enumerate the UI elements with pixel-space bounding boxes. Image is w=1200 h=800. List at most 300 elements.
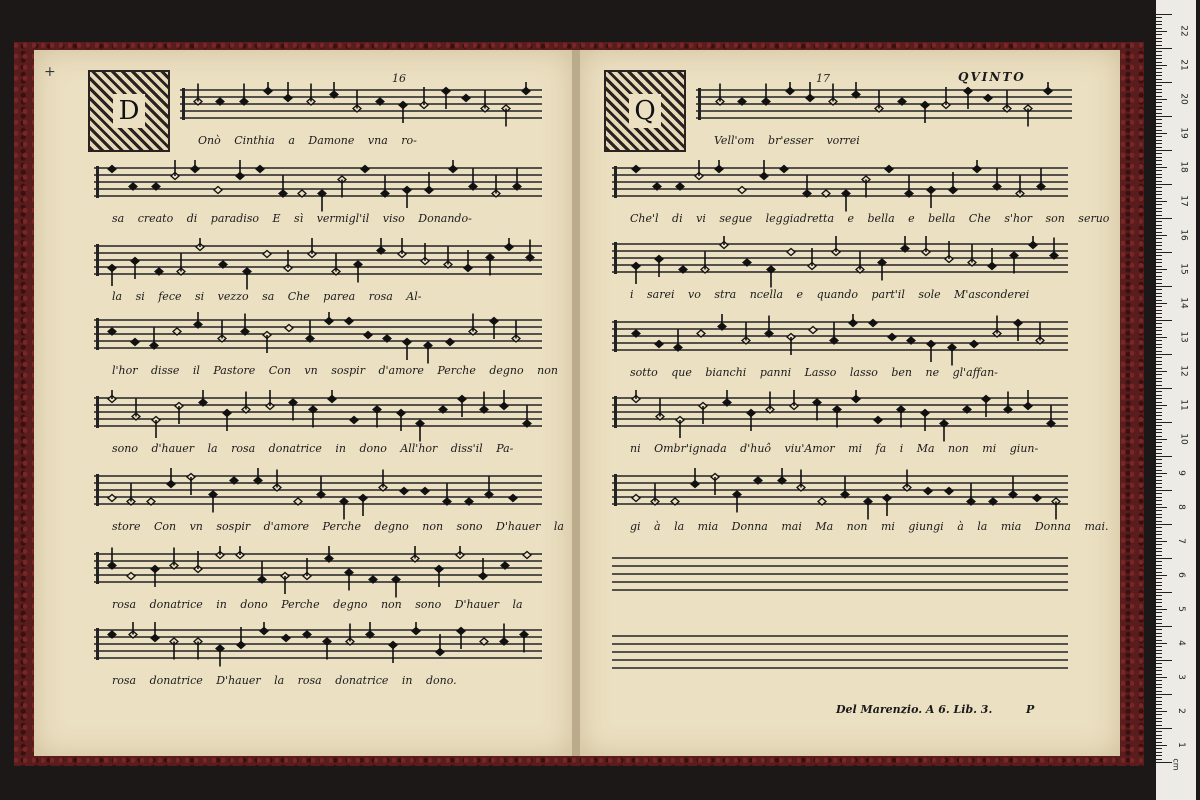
ruler-tick (1156, 313, 1162, 314)
ruler-number: 1 (1175, 742, 1186, 748)
ruler-tick (1156, 289, 1162, 290)
ruler-tick (1156, 500, 1162, 501)
ruler-tick (1156, 323, 1162, 324)
ruler-tick (1156, 459, 1162, 460)
ruler-tick (1156, 694, 1172, 695)
ruler-tick (1156, 378, 1162, 379)
clef-mark (96, 396, 99, 428)
note-head (970, 341, 978, 348)
ruler-number: 8 (1175, 504, 1186, 510)
ruler-tick (1156, 558, 1172, 559)
ruler-tick (1156, 602, 1162, 603)
note-head (984, 95, 992, 102)
clef-mark (614, 474, 617, 506)
ruler-tick (1156, 181, 1162, 182)
ruler-tick (1156, 589, 1162, 590)
ruler-tick (1156, 473, 1167, 474)
lyric-line: sotto que bianchi panni Lasso lasso ben ne gl'affan- (630, 366, 998, 379)
ruler-tick (1156, 130, 1162, 131)
ruler-tick (1156, 272, 1162, 273)
ruler-tick (1156, 306, 1162, 307)
ruler-tick (1156, 38, 1162, 39)
ruler-tick (1156, 136, 1162, 137)
ruler-tick (1156, 170, 1162, 171)
note-head (509, 495, 517, 502)
note-head (400, 488, 408, 495)
lyric-line: rosa donatrice in dono Perche degno non sono D'hauer la (112, 598, 523, 611)
music-staff (612, 314, 1068, 366)
ruler-number: 5 (1175, 606, 1186, 612)
ruler-tick (1156, 599, 1162, 600)
ruler-tick (1156, 62, 1162, 63)
ruler-tick (1156, 623, 1162, 624)
ruler-tick (1156, 140, 1162, 141)
ruler-tick (1156, 201, 1167, 202)
note-head (523, 552, 531, 559)
ruler-number: 13 (1178, 331, 1189, 343)
ruler-tick (1156, 708, 1162, 709)
ruler-tick (1156, 364, 1162, 365)
ruler-tick (1156, 619, 1162, 620)
ruler-tick (1156, 657, 1162, 658)
ruler-tick (1156, 194, 1162, 195)
note-head (462, 95, 470, 102)
ruler-tick (1156, 177, 1162, 178)
note-head (282, 635, 290, 642)
ruler-tick (1156, 381, 1162, 382)
ruler-tick (1156, 133, 1167, 134)
ruler-number: 16 (1178, 229, 1189, 241)
note-head (888, 334, 896, 341)
clef-mark (182, 88, 185, 120)
note-head (361, 166, 369, 173)
ruler-tick (1156, 609, 1167, 610)
ruler-tick (1156, 245, 1162, 246)
ruler-tick (1156, 405, 1167, 406)
ruler-tick (1156, 79, 1162, 80)
music-staff (612, 160, 1068, 212)
ruler-number: 4 (1175, 640, 1186, 646)
ruler-tick (1156, 344, 1162, 345)
ruler-tick (1156, 300, 1162, 301)
ruler-tick (1156, 252, 1172, 253)
voice-part-label: QVINTO (958, 70, 1026, 84)
ruler-tick (1156, 449, 1162, 450)
ruler-tick (1156, 442, 1162, 443)
ruler-tick (1156, 45, 1162, 46)
ruler-tick (1156, 735, 1162, 736)
ruler-tick (1156, 75, 1162, 76)
ruler-tick (1156, 738, 1162, 739)
note-head (263, 251, 271, 258)
ruler-tick (1156, 65, 1167, 66)
ruler-tick (1156, 337, 1167, 338)
note-head (632, 166, 640, 173)
ruler-tick (1156, 102, 1162, 103)
printer-credit: Del Marenzio. A 6. Lib. 3. (836, 703, 993, 716)
note-head (945, 488, 953, 495)
ruler-tick (1156, 667, 1162, 668)
ruler-tick (1156, 653, 1162, 654)
ruler-tick (1156, 249, 1162, 250)
ruler-tick (1156, 269, 1167, 270)
note-head (345, 318, 353, 325)
ruler-tick (1156, 755, 1162, 756)
ruler-tick (1156, 490, 1172, 491)
ruler-tick (1156, 453, 1162, 454)
ruler-tick (1156, 221, 1162, 222)
ruler-number: 11 (1178, 399, 1189, 411)
music-staff (94, 468, 542, 520)
ruler-tick (1156, 31, 1167, 32)
note-head (108, 495, 116, 502)
ruler-tick (1156, 691, 1162, 692)
ruler-tick (1156, 561, 1162, 562)
ruler-tick (1156, 507, 1167, 508)
ruler-tick (1156, 643, 1167, 644)
ruler-tick (1156, 646, 1162, 647)
ruler-tick (1156, 759, 1162, 760)
lyric-line: ni Ombr'ignada d'huô viu'Amor mi fa i Ma non mi giun- (630, 442, 1039, 455)
ruler-tick (1156, 388, 1172, 389)
ruler-tick (1156, 174, 1162, 175)
ruler-tick (1156, 629, 1162, 630)
ruler-tick (1156, 714, 1162, 715)
ruler-tick (1156, 327, 1162, 328)
ruler-tick (1156, 211, 1162, 212)
ruler-tick (1156, 568, 1162, 569)
ruler-tick (1156, 351, 1162, 352)
ruler-tick (1156, 204, 1162, 205)
ruler-number: 18 (1178, 161, 1189, 173)
ruler-tick (1156, 354, 1172, 355)
ruler-tick (1156, 721, 1162, 722)
ruler-tick (1156, 72, 1162, 73)
clef-mark (96, 318, 99, 350)
ruler-tick (1156, 150, 1172, 151)
note-head (364, 332, 372, 339)
ruler-tick (1156, 106, 1162, 107)
clef-mark (698, 88, 701, 120)
ruler-tick (1156, 242, 1162, 243)
ruler-tick (1156, 143, 1162, 144)
ruler-number: 10 (1178, 433, 1189, 445)
ruler-tick (1156, 208, 1162, 209)
ruler-tick (1156, 548, 1162, 549)
lyric-line: la si fece si vezzo sa Che parea rosa Al- (112, 290, 422, 303)
music-staff (612, 236, 1068, 288)
ruler-tick (1156, 487, 1162, 488)
ruler-number: 9 (1175, 470, 1186, 476)
ruler-tick (1156, 368, 1162, 369)
book-gutter (572, 50, 580, 756)
lyric-line: sa creato di paradiso E sì vermigl'il viso Donando- (112, 212, 472, 225)
ruler-tick (1156, 398, 1162, 399)
ruler-tick (1156, 544, 1162, 545)
ruler-tick (1156, 745, 1167, 746)
ruler-tick (1156, 718, 1162, 719)
ruler-tick (1156, 517, 1162, 518)
ruler-tick (1156, 412, 1162, 413)
ruler-tick (1156, 432, 1162, 433)
ruler-tick (1156, 347, 1162, 348)
ruler-tick (1156, 476, 1162, 477)
ruler-tick (1156, 357, 1162, 358)
ruler-tick (1156, 283, 1162, 284)
ruler-tick (1156, 266, 1162, 267)
ruler-tick (1156, 385, 1162, 386)
left-page-number: 16 (392, 72, 406, 85)
ruler-tick (1156, 527, 1162, 528)
ruler-tick (1156, 238, 1162, 239)
ruler-tick (1156, 650, 1162, 651)
ruler-tick (1156, 228, 1162, 229)
note-head (108, 166, 116, 173)
ruler-tick (1156, 276, 1162, 277)
ruler-tick (1156, 514, 1162, 515)
ruler-tick (1156, 541, 1167, 542)
ruler-tick (1156, 636, 1162, 637)
ruler-tick (1156, 470, 1162, 471)
initial-letter: D (113, 94, 145, 128)
ruler-tick (1156, 147, 1162, 148)
ruler-tick (1156, 551, 1162, 552)
ruler-tick (1156, 232, 1162, 233)
ruler-tick (1156, 51, 1162, 52)
ruler-tick (1156, 463, 1162, 464)
music-staff (94, 312, 542, 364)
lyric-line: rosa donatrice D'hauer la rosa donatrice in dono. (112, 674, 457, 687)
music-staff (94, 160, 542, 212)
ruler-number: 6 (1175, 572, 1186, 578)
ruler-tick (1156, 113, 1162, 114)
ruler-tick (1156, 711, 1167, 712)
ruler-tick (1156, 674, 1162, 675)
ruler-tick (1156, 303, 1167, 304)
ruler-tick (1156, 85, 1162, 86)
ruler-tick (1156, 262, 1162, 263)
ruler-tick (1156, 330, 1162, 331)
ruler-tick (1156, 187, 1162, 188)
music-staff (94, 390, 542, 442)
ruler-tick (1156, 439, 1167, 440)
music-staff (612, 468, 1068, 520)
ruler-tick (1156, 531, 1162, 532)
ruler-tick (1156, 626, 1172, 627)
ruler-tick (1156, 160, 1162, 161)
note-head (780, 166, 788, 173)
ruler-tick (1156, 109, 1162, 110)
ruler-tick (1156, 320, 1172, 321)
ruler-tick (1156, 697, 1162, 698)
measuring-ruler (1156, 0, 1196, 800)
ruler-number: 15 (1178, 263, 1189, 275)
ruler-tick (1156, 119, 1162, 120)
lyric-line: store Con vn sospir d'amore Perche degno non sono D'hauer la (112, 520, 564, 533)
ruler-tick (1156, 497, 1162, 498)
ruler-tick (1156, 126, 1162, 127)
ruler-tick (1156, 415, 1162, 416)
ruler-tick (1156, 752, 1162, 753)
note-head (809, 327, 817, 334)
ruler-tick (1156, 575, 1167, 576)
ruler-tick (1156, 58, 1162, 59)
note-head (874, 417, 882, 424)
music-staff (94, 622, 542, 674)
ruler-tick (1156, 157, 1162, 158)
ruler-tick (1156, 99, 1167, 100)
ruler-tick (1156, 578, 1162, 579)
ruler-tick (1156, 728, 1172, 729)
ruler-tick (1156, 456, 1172, 457)
note-head (350, 417, 358, 424)
ruler-number: 21 (1178, 59, 1189, 71)
ruler-tick (1156, 483, 1162, 484)
decorated-initial-q (604, 70, 686, 152)
ruler-tick (1156, 14, 1172, 15)
ruler-tick (1156, 225, 1162, 226)
ruler-tick (1156, 684, 1162, 685)
ruler-tick (1156, 663, 1162, 664)
ruler-tick (1156, 255, 1162, 256)
clef-mark (96, 244, 99, 276)
ruler-tick (1156, 340, 1162, 341)
right-page-number: 17 (816, 72, 830, 85)
ruler-tick (1156, 572, 1162, 573)
ruler-tick (1156, 612, 1162, 613)
note-head (285, 325, 293, 332)
lyric-line: Vell'om br'esser vorrei (714, 134, 860, 147)
lyric-line: Che'l di vi segue leggiadretta e bella e bella Che s'hor son seruo (630, 212, 1110, 225)
ruler-tick (1156, 633, 1162, 634)
lyric-line: sono d'hauer la rosa donatrice in dono All'hor diss'il Pa- (112, 442, 514, 455)
ruler-tick (1156, 446, 1162, 447)
ruler-tick (1156, 422, 1172, 423)
ruler-tick (1156, 164, 1162, 165)
note-head (869, 320, 877, 327)
ruler-tick (1156, 259, 1162, 260)
lyric-line: l'hor disse il Pastore Con vn sospir d'amore Perche degno non (112, 364, 558, 377)
note-head (738, 187, 746, 194)
ruler-tick (1156, 317, 1162, 318)
ruler-tick (1156, 218, 1172, 219)
decorated-initial-d (88, 70, 170, 152)
ruler-tick (1156, 731, 1162, 732)
music-staff (180, 82, 542, 134)
ruler-tick (1156, 167, 1167, 168)
lyric-line: i sarei vo stra ncella e quando part'il sole M'asconderei (630, 288, 1030, 301)
ruler-tick (1156, 742, 1162, 743)
ruler-tick (1156, 466, 1162, 467)
ruler-tick (1156, 334, 1162, 335)
ruler-tick (1156, 21, 1162, 22)
ruler-tick (1156, 555, 1162, 556)
clef-mark (96, 166, 99, 198)
ruler-tick (1156, 429, 1162, 430)
note-head (924, 488, 932, 495)
ruler-tick (1156, 293, 1162, 294)
ruler-tick (1156, 616, 1162, 617)
ruler-tick (1156, 361, 1162, 362)
note-head (655, 341, 663, 348)
ruler-tick (1156, 425, 1162, 426)
ruler-tick (1156, 24, 1162, 25)
ruler-tick (1156, 670, 1162, 671)
ruler-tick (1156, 701, 1162, 702)
note-head (446, 339, 454, 346)
note-head (127, 573, 135, 580)
ruler-tick (1156, 704, 1162, 705)
ruler-tick (1156, 585, 1162, 586)
ruler-tick (1156, 55, 1162, 56)
music-staff (94, 546, 542, 598)
ruler-tick (1156, 371, 1167, 372)
empty-staves (612, 556, 1068, 676)
ruler-number: 19 (1178, 127, 1189, 139)
ruler-tick (1156, 215, 1162, 216)
clef-mark (96, 628, 99, 660)
ruler-tick (1156, 419, 1162, 420)
ruler-tick (1156, 677, 1167, 678)
clef-mark (96, 474, 99, 506)
note-head (421, 488, 429, 495)
ruler-tick (1156, 48, 1172, 49)
music-staff (696, 82, 1072, 134)
ruler-tick (1156, 521, 1162, 522)
ruler-tick (1156, 640, 1162, 641)
note-head (787, 249, 795, 256)
ruler-tick (1156, 395, 1162, 396)
ruler-tick (1156, 524, 1172, 525)
ruler-number: 7 (1175, 538, 1186, 544)
note-head (1033, 495, 1041, 502)
ruler-tick (1156, 436, 1162, 437)
note-head (131, 339, 139, 346)
ruler-tick (1156, 184, 1172, 185)
ruler-tick (1156, 191, 1162, 192)
ruler-tick (1156, 762, 1172, 763)
initial-letter: Q (629, 94, 661, 128)
ruler-tick (1156, 92, 1162, 93)
ruler-number: 2 (1175, 708, 1186, 714)
ruler-tick (1156, 34, 1162, 35)
ruler-tick (1156, 279, 1162, 280)
ruler-tick (1156, 582, 1162, 583)
ruler-tick (1156, 28, 1162, 29)
ruler-number: 20 (1178, 93, 1189, 105)
ruler-tick (1156, 235, 1167, 236)
ruler-tick (1156, 493, 1162, 494)
ruler-tick (1156, 660, 1172, 661)
ruler-tick (1156, 592, 1172, 593)
ruler-tick (1156, 725, 1162, 726)
ruler-number: 14 (1178, 297, 1189, 309)
clef-mark (614, 166, 617, 198)
ruler-number: 3 (1175, 674, 1186, 680)
ruler-tick (1156, 89, 1162, 90)
ruler-tick (1156, 687, 1162, 688)
ruler-number: 22 (1178, 25, 1189, 37)
ruler-tick (1156, 310, 1162, 311)
note-head (256, 166, 264, 173)
ruler-tick (1156, 538, 1162, 539)
ruler-tick (1156, 41, 1162, 42)
ruler-tick (1156, 606, 1162, 607)
ruler-number: 17 (1178, 195, 1189, 207)
ruler-tick (1156, 391, 1162, 392)
ruler-tick (1156, 123, 1162, 124)
ruler-tick (1156, 595, 1162, 596)
